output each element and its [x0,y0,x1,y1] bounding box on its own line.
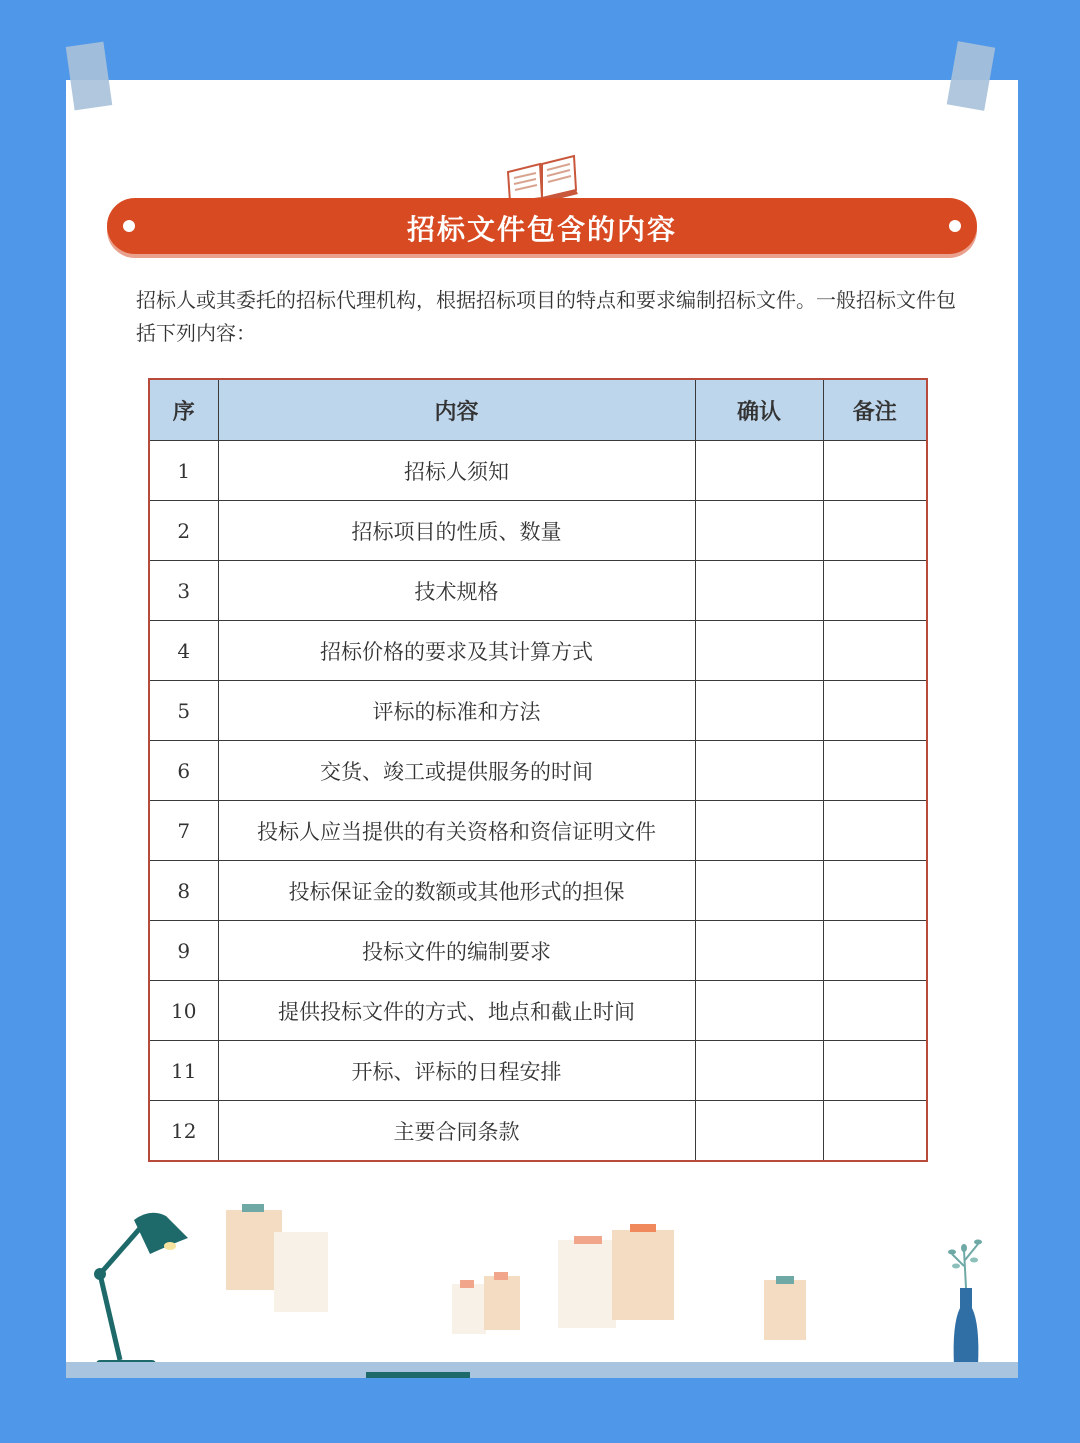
row-content: 投标人应当提供的有关资格和资信证明文件 [218,801,695,861]
row-remark-cell[interactable] [823,1041,926,1101]
row-seq: 8 [150,861,218,921]
row-remark-cell[interactable] [823,981,926,1041]
row-content: 投标保证金的数额或其他形式的担保 [218,861,695,921]
row-content: 评标的标准和方法 [218,681,695,741]
row-confirm-cell[interactable] [695,1041,823,1101]
sticky-note-tab [460,1280,474,1288]
table-row [150,621,926,681]
table-row [150,441,926,501]
desk-surface [66,1362,1018,1378]
row-seq: 4 [150,621,218,681]
sticky-note-tab [776,1276,794,1284]
row-confirm-cell[interactable] [695,1101,823,1161]
table-row [150,981,926,1041]
table-row [150,681,926,741]
row-content: 主要合同条款 [218,1101,695,1161]
row-confirm-cell[interactable] [695,921,823,981]
sticky-note [612,1230,674,1320]
header-remark: 备注 [823,380,926,441]
table-row [150,561,926,621]
page-title: 招标文件包含的内容 [406,213,677,246]
row-content: 招标价格的要求及其计算方式 [218,621,695,681]
row-content: 开标、评标的日程安排 [218,1041,695,1101]
sticky-note [274,1232,328,1312]
row-content: 招标项目的性质、数量 [218,501,695,561]
sticky-note [452,1284,486,1334]
row-remark-cell[interactable] [823,861,926,921]
table-row [150,1101,926,1161]
row-remark-cell[interactable] [823,1101,926,1161]
sticky-note [484,1276,520,1330]
row-seq: 11 [150,1041,218,1101]
sticky-note-tab [242,1204,264,1212]
row-seq: 6 [150,741,218,801]
row-content: 交货、竣工或提供服务的时间 [218,741,695,801]
header-seq: 序 [150,380,218,441]
row-confirm-cell[interactable] [695,681,823,741]
plant-vase-icon [944,1236,988,1378]
banner-dot-right [949,220,961,232]
row-seq: 2 [150,501,218,561]
row-confirm-cell[interactable] [695,861,823,921]
row-seq: 7 [150,801,218,861]
table-row [150,501,926,561]
title-banner [107,198,977,254]
table-row [150,921,926,981]
table-row [150,861,926,921]
sticky-note [764,1280,806,1340]
header-content: 内容 [218,380,695,441]
sticky-note-tab [494,1272,508,1280]
tape-left [66,42,113,111]
row-remark-cell[interactable] [823,801,926,861]
sticky-note-tab [574,1236,602,1244]
row-remark-cell[interactable] [823,501,926,561]
table-row [150,801,926,861]
row-confirm-cell[interactable] [695,441,823,501]
row-confirm-cell[interactable] [695,741,823,801]
intro-paragraph: 招标人或其委托的招标代理机构，根据招标项目的特点和要求编制招标文件。一般招标文件包括下列内容： [136,288,956,345]
row-seq: 10 [150,981,218,1041]
table-row [150,1041,926,1101]
row-seq: 12 [150,1101,218,1161]
row-confirm-cell[interactable] [695,801,823,861]
row-seq: 3 [150,561,218,621]
row-confirm-cell[interactable] [695,561,823,621]
row-remark-cell[interactable] [823,561,926,621]
row-seq: 1 [150,441,218,501]
content-table [148,378,928,1162]
row-content: 提供投标文件的方式、地点和截止时间 [218,981,695,1041]
row-remark-cell[interactable] [823,741,926,801]
row-remark-cell[interactable] [823,441,926,501]
desk-lamp-icon [90,1208,194,1378]
row-confirm-cell[interactable] [695,621,823,681]
row-seq: 9 [150,921,218,981]
row-content: 招标人须知 [218,441,695,501]
row-content: 技术规格 [218,561,695,621]
open-book-icon [504,152,580,204]
header-confirm: 确认 [695,380,823,441]
row-remark-cell[interactable] [823,681,926,741]
table-header-row [150,380,926,441]
row-seq: 5 [150,681,218,741]
row-confirm-cell[interactable] [695,501,823,561]
sticky-note [558,1240,616,1328]
table-row [150,741,926,801]
row-content: 投标文件的编制要求 [218,921,695,981]
sticky-note-tab [630,1224,656,1232]
row-remark-cell[interactable] [823,921,926,981]
book-stack [366,1372,470,1378]
row-remark-cell[interactable] [823,621,926,681]
row-confirm-cell[interactable] [695,981,823,1041]
